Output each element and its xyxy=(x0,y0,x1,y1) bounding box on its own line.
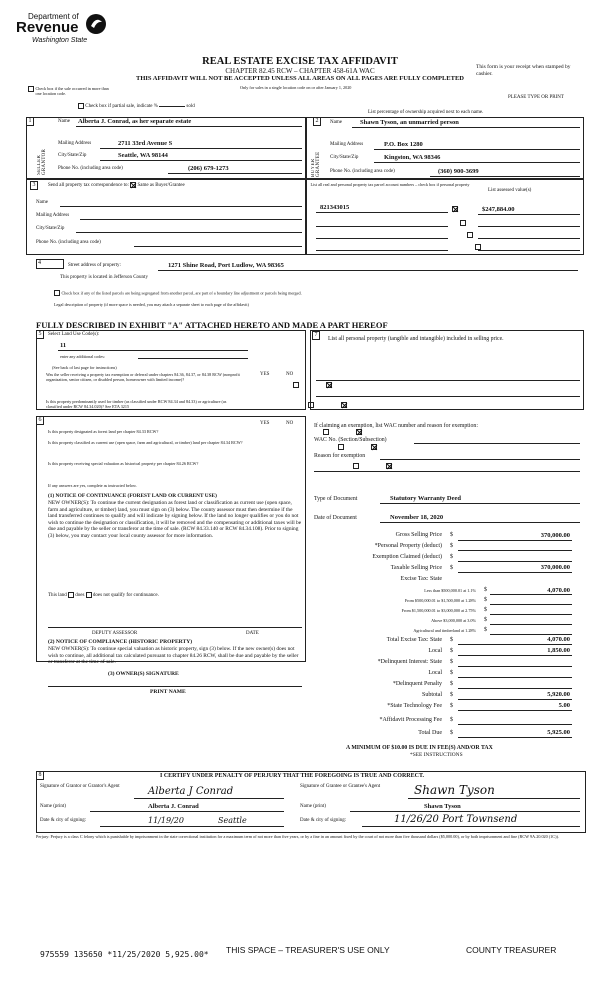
exemption-label: If claiming an exemption, list WAC number and reason for exemption: xyxy=(314,423,478,429)
tier1-dollar: $ xyxy=(484,587,487,593)
partial-sale-row xyxy=(78,103,195,109)
county-line: This property is located in Jefferson County xyxy=(60,275,148,280)
tier5-label: Agricultural and timberland at 1.28% xyxy=(413,628,476,633)
treasurer-stamp: 975559 135650 *11/25/2020 5,925.00* xyxy=(40,950,209,959)
wac-label: WAC No. (Section/Subsection) xyxy=(314,437,387,443)
delinq-penalty-dollar: $ xyxy=(450,681,453,687)
doc-type-label: Type of Document xyxy=(314,496,358,502)
does-qualify-checkbox[interactable] xyxy=(68,592,74,598)
deputy-assessor-label: DEPUTY ASSESSOR xyxy=(92,631,138,636)
logo-line2: Revenue xyxy=(16,19,79,36)
tier5-dollar: $ xyxy=(484,627,487,633)
local-label: Local xyxy=(428,648,442,654)
affidavit-fee-dollar: $ xyxy=(450,717,453,723)
dor-swirl-icon xyxy=(84,12,108,36)
s6-q2: Is this property classified as current use (open space, farm and agricultural, or timber) land per chapter 84.34 RCW? xyxy=(48,440,243,445)
does-not-qualify-checkbox[interactable] xyxy=(86,592,92,598)
corr-name-label: Name xyxy=(36,200,48,205)
parcels-header: List all real and personal property tax parcel account numbers – check box if personal property xyxy=(310,182,470,187)
personal-deduct-label: *Personal Property (deduct) xyxy=(374,543,442,549)
tier4-dollar: $ xyxy=(484,617,487,623)
section-6 xyxy=(36,416,306,662)
subtotal-label: Subtotal xyxy=(421,692,442,698)
grantee-signature[interactable]: Shawn Tyson xyxy=(414,783,495,797)
county-treasurer-label: COUNTY TREASURER xyxy=(466,945,557,955)
taxable-dollar: $ xyxy=(450,565,453,571)
same-as-buyer-label: Same as Buyer/Grantee xyxy=(137,183,185,189)
grantor-printed-name[interactable]: Alberta J. Conrad xyxy=(148,803,199,810)
s6-q3-no[interactable] xyxy=(386,463,392,469)
s6-q3: Is this property receiving special valuation as historical property per chapter 84.26 RCW? xyxy=(48,461,199,466)
multi-location-label: Check box if the sale occurred in more than one location code. xyxy=(35,86,109,96)
logo-line3: Washington State xyxy=(32,37,88,44)
tier3-label: From $1,500,000.01 to $3,000,000 at 2.75% xyxy=(401,608,476,613)
local-dollar: $ xyxy=(450,648,453,654)
section-7-number: 7 xyxy=(312,331,320,340)
grantee-sig-label: Signature of Grantee or Grantee's Agent xyxy=(300,784,381,789)
total-due-dollar: $ xyxy=(450,730,453,736)
print-name-label: PRINT NAME xyxy=(150,689,186,695)
corr-mailing-label: Mailing Address xyxy=(36,213,70,218)
s5-q2: Is this property predominantly used for timber (as classified under RCW 84.34 and 84.33) or agriculture (as classified under RCW 84.34.020)? See ETA 3215 xyxy=(46,399,227,410)
parcel-3-personal-checkbox[interactable] xyxy=(467,232,473,238)
seller-side-label: SELLER GRANTOR xyxy=(37,148,47,175)
perjury-notice: Perjury: Perjury is a class C felony which is punishable by imprisonment in the state correctional institution for a maximum term of not more than five years, or by a fine in an amount fixed by the court of not more than five thousand dollars ($5,000.00), or by both imprisonment and fine (RCW 9A.20.020 (1C)). xyxy=(36,834,559,839)
notice1-title: (1) NOTICE OF CONTINUANCE (FOREST LAND OR CURRENT USE) xyxy=(48,493,217,499)
form-chapter: CHAPTER 82.45 RCW – CHAPTER 458-61A WAC xyxy=(225,67,375,75)
taxable-price[interactable]: 370,000.00 xyxy=(540,564,570,571)
total-state-label: Total Excise Tax: State xyxy=(386,637,442,643)
tech-fee-value[interactable]: 5.00 xyxy=(558,702,570,709)
seller-city[interactable]: Seattle, WA 98144 xyxy=(118,152,168,159)
reason-label: Reason for exemption xyxy=(314,453,366,459)
section-3-number: 3 xyxy=(30,181,38,190)
section-7 xyxy=(310,330,584,410)
notice2-text: NEW OWNER(S): To continue special valuation as historic property, sign (3) below. If the new owner(s) does not wish to continue, all additional tax calculated pursuant to chapter 84.26 RCW, shall be due and payable by the seller or transferor at the time of sale. xyxy=(48,646,299,665)
grantor-sign-city[interactable]: Seattle xyxy=(218,816,247,825)
parcel-2-personal-checkbox[interactable] xyxy=(460,220,466,226)
treasurer-use-label: THIS SPACE – TREASURER'S USE ONLY xyxy=(226,945,390,955)
gross-price[interactable]: 370,000.00 xyxy=(540,532,570,539)
section-5 xyxy=(36,330,306,410)
buyer-phone[interactable]: (360) 900-3699 xyxy=(438,168,479,175)
section-8-number: 8 xyxy=(36,771,44,780)
delinq-penalty-label: *Delinquent Penalty xyxy=(392,681,442,687)
same-as-buyer-checkbox[interactable] xyxy=(130,182,136,188)
personal-property-label: List all personal property (tangible and intangible) included in selling price. xyxy=(328,336,504,342)
delinq-local-label: Local xyxy=(428,670,442,676)
corr-city-label: City/State/Zip xyxy=(36,226,65,231)
buyer-mailing[interactable]: P.O. Box 1280 xyxy=(384,141,423,148)
land-qualify-row xyxy=(48,592,159,598)
s6-q1: Is this property designated as forest land per chapter 84.33 RCW? xyxy=(48,429,159,434)
subtotal-value[interactable]: 5,920.00 xyxy=(547,691,570,698)
gross-label: Gross Selling Price xyxy=(395,532,442,538)
certify-statement: I CERTIFY UNDER PENALTY OF PERJURY THAT THE FOREGOING IS TRUE AND CORRECT. xyxy=(160,773,425,779)
street-address[interactable]: 1271 Shine Road, Port Ludlow, WA 98365 xyxy=(168,262,284,269)
owner-signature-label: (3) OWNER(S) SIGNATURE xyxy=(108,671,179,677)
s6-q2-no[interactable] xyxy=(371,444,377,450)
section-4-number: 4 xyxy=(38,260,41,266)
grantee-printed-name[interactable]: Shawn Tyson xyxy=(424,803,461,810)
s5-no-header: NO xyxy=(286,372,294,377)
form-warning: THIS AFFIDAVIT WILL NOT BE ACCEPTED UNLESS ALL AREAS ON ALL PAGES ARE FULLY COMPLETED xyxy=(136,75,464,82)
seller-name-label: Name xyxy=(58,119,70,124)
seller-phone-label: Phone No. (including area code) xyxy=(58,166,123,171)
exhibit-statement: FULLY DESCRIBED IN EXHIBIT "A" ATTACHED HERETO AND MADE A PART HEREOF xyxy=(36,320,388,330)
section-5-number: 5 xyxy=(36,330,44,339)
assessed-value-1[interactable]: $247,884.00 xyxy=(482,206,515,213)
taxable-label: Taxable Selling Price xyxy=(390,565,442,571)
receipt-note: This form is your receipt when stamped by cashier. xyxy=(476,64,571,77)
seller-mailing[interactable]: 2711 33rd Avenue S xyxy=(118,140,173,147)
seller-name[interactable]: Alberta J. Conrad, as her separate estate xyxy=(78,118,192,125)
tier3-dollar: $ xyxy=(484,607,487,613)
buyer-mailing-label: Mailing Address xyxy=(330,142,364,147)
partial-sale-sold: sold xyxy=(186,104,195,110)
tech-fee-label: *State Technology Fee xyxy=(387,703,442,709)
seller-city-label: City/State/Zip xyxy=(58,153,87,158)
buyer-city-label: City/State/Zip xyxy=(330,155,359,160)
excise-state-label: Excise Tax: State xyxy=(400,576,442,582)
seller-mailing-label: Mailing Address xyxy=(58,141,92,146)
exemption-dollar: $ xyxy=(450,554,453,560)
buyer-phone-label: Phone No. (including area code) xyxy=(330,169,395,174)
total-due-value[interactable]: 5,925.00 xyxy=(547,729,570,736)
grantor-date-city-label: Date & city of signing: xyxy=(40,818,87,823)
buyer-side-label: BUYER GRANTEE xyxy=(311,151,321,177)
section-2-number: 2 xyxy=(313,117,321,126)
single-location-note: Only for sales in a single location code on or after January 1, 2020 xyxy=(240,85,352,90)
buyer-name[interactable]: Shawn Tyson, an unmarried person xyxy=(360,119,459,126)
delinq-local-dollar: $ xyxy=(450,670,453,676)
additional-codes-label: enter any additional codes: xyxy=(60,354,105,359)
grantee-date-city[interactable]: 11/26/20 Port Townsend xyxy=(394,814,518,825)
affidavit-fee-label: *Affidavit Processing Fee xyxy=(379,717,442,723)
segregated-label: Check box if any of the listed parcels are being segregated from another parcel, are part of a boundary line adjustment or parcels being merged. xyxy=(61,290,302,296)
subtotal-dollar: $ xyxy=(450,692,453,698)
tier2-dollar: $ xyxy=(484,597,487,603)
minimum-note: A MINIMUM OF $10.00 IS DUE IN FEE(S) AND/OR TAX xyxy=(346,745,493,751)
total-state-value[interactable]: 4,070.00 xyxy=(547,636,570,643)
exemption-deduct-label: Exemption Claimed (deduct) xyxy=(372,554,442,560)
correspondence-row xyxy=(48,182,185,188)
multi-location-row xyxy=(28,86,128,96)
street-label: Street address of property: xyxy=(68,263,121,268)
parcel-number-1[interactable]: 821343015 xyxy=(320,204,350,211)
personal-dollar: $ xyxy=(450,543,453,549)
logo-line1: Department of xyxy=(28,12,79,21)
s6-if-yes: If any answers are yes, complete as instructed below. xyxy=(48,483,137,488)
does-not-label: does not qualify for continuance. xyxy=(92,593,159,599)
multi-location-checkbox[interactable] xyxy=(28,86,34,92)
form-title: REAL ESTATE EXCISE TAX AFFIDAVIT xyxy=(202,56,398,67)
parcel-1-personal-checkbox[interactable] xyxy=(452,206,458,212)
doc-date[interactable]: November 18, 2020 xyxy=(390,514,444,521)
ownership-note: List percentage of ownership acquired next to each name. xyxy=(368,110,484,115)
s5-q1-yes[interactable] xyxy=(293,382,299,388)
grantor-name-label: Name (print) xyxy=(40,804,66,809)
notice1-text: NEW OWNER(S): To continue the current designation as forest land or classification as current use (open space, farm and agriculture, or timber) land, you must sign on (3) below. The county assessor must then determine if the land transferred continues to qualify and will indicate by signing below. If the land no longer qualifies or you do not wish to continue the designation or classification, it will be removed and the compensating or additional taxes will be due and payable by the seller or transferor at the time of sale. (RCW 84.33.140 or RCW 84.34.108). Prior to signing (3) below, you may contact your local county assessor for more information. xyxy=(48,500,302,539)
delinq-state-dollar: $ xyxy=(450,659,453,665)
s5-q1: Was the seller receiving a property tax exemption or deferral under chapters 84.36, 84.37, or 84.38 RCW (nonprofit organization, senior citizen, or disabled person, homeowner with limited income)? xyxy=(46,372,240,383)
legal-desc-label: Legal description of property (if more space is needed, you may attach a separate sheet to each page of the affidavit) xyxy=(54,302,249,307)
tier4-label: Above $3,000,000 at 3.0% xyxy=(431,618,476,623)
s6-q3-yes[interactable] xyxy=(353,463,359,469)
seller-phone[interactable]: (206) 679-1273 xyxy=(188,165,229,172)
tier1-value[interactable]: 4,070.00 xyxy=(547,587,570,594)
s5-yes-header: YES xyxy=(260,372,270,377)
does-label: does xyxy=(75,593,85,599)
parcels-section xyxy=(306,179,584,255)
buyer-name-label: Name xyxy=(330,120,342,125)
dor-logo xyxy=(14,12,134,52)
s6-yes-header: YES xyxy=(260,421,270,426)
see-instructions-note: *SEE INSTRUCTIONS xyxy=(410,752,463,758)
tech-fee-dollar: $ xyxy=(450,703,453,709)
land-use-code[interactable]: 11 xyxy=(60,342,67,349)
local-value[interactable]: 1,850.00 xyxy=(547,647,570,654)
total-state-dollar: $ xyxy=(450,637,453,643)
tier2-label: From $500,000.01 to $1,500,000 at 1.28% xyxy=(404,598,476,603)
s6-q1-no[interactable] xyxy=(356,429,362,435)
grantor-signature[interactable]: Alberta J Conrad xyxy=(148,786,234,797)
partial-sale-label: Check box if partial sale, indicate % xyxy=(85,104,158,110)
s6-no-header: NO xyxy=(286,421,294,426)
assessed-header: List assessed value(s) xyxy=(488,188,532,193)
tier1-label: Less than $500,000.01 at 1.1% xyxy=(424,588,476,593)
gross-dollar: $ xyxy=(450,532,453,538)
segregated-row xyxy=(54,290,574,296)
section-1-number: 1 xyxy=(26,117,34,126)
segregated-checkbox[interactable] xyxy=(54,290,60,296)
land-qualify-pre: This land xyxy=(48,593,67,599)
doc-date-label: Date of Document xyxy=(314,515,357,521)
correspondence-label: Send all property tax correspondence to: xyxy=(48,183,129,189)
grantor-sign-date[interactable]: 11/19/20 xyxy=(148,816,184,825)
type-print-note: PLEASE TYPE OR PRINT xyxy=(508,95,564,100)
grantee-date-city-label: Date & city of signing: xyxy=(300,818,347,823)
land-use-label: Select Land Use Code(s): xyxy=(48,332,100,337)
section-6-number: 6 xyxy=(36,416,44,425)
grantee-name-label: Name (print) xyxy=(300,804,326,809)
s6-q1-yes[interactable] xyxy=(323,429,329,435)
doc-type[interactable]: Statutory Warranty Deed xyxy=(390,495,462,502)
deputy-date-label: DATE xyxy=(246,631,259,636)
corr-phone-label: Phone No. (including area code) xyxy=(36,240,101,245)
notice2-title: (2) NOTICE OF COMPLIANCE (HISTORIC PROPERTY) xyxy=(48,639,193,645)
s6-q2-yes[interactable] xyxy=(338,444,344,450)
delinq-state-label: *Delinquent Interest: State xyxy=(377,659,442,665)
total-due-label: Total Due xyxy=(418,730,442,736)
see-back-note: (See back of last page for instructions) xyxy=(52,365,117,370)
buyer-city[interactable]: Kingston, WA 98346 xyxy=(384,154,441,161)
grantor-sig-label: Signature of Grantor or Grantor's Agent xyxy=(40,784,120,789)
partial-sale-checkbox[interactable] xyxy=(78,103,84,109)
